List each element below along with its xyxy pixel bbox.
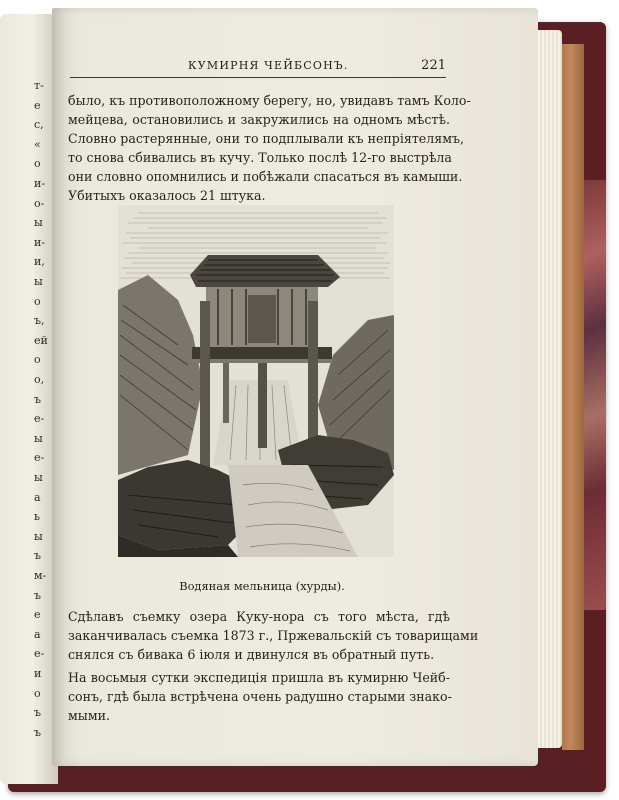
left-page-fragment: ы — [34, 216, 43, 230]
paragraph1-line: было, къ противоположному берегу, но, увидавъ тамъ Коло- — [68, 93, 471, 108]
paragraph3-line: мыми. — [68, 708, 111, 723]
left-page-fragment: ъ — [34, 725, 41, 739]
cover-board-edge — [562, 44, 584, 750]
left-page-fragment: а — [34, 490, 41, 504]
left-page-fragment: и, — [34, 255, 45, 269]
left-page-fragment: е- — [34, 647, 45, 661]
paragraph2-line: Сдѣлавъ съемку озера Куку-нора съ того мѣста, гдѣ — [68, 609, 450, 624]
left-page-fragment: о — [34, 294, 41, 308]
paragraph3-line: сонъ, гдѣ была встрѣчена очень радушно старыми знако- — [68, 689, 452, 704]
left-page-fragment: и- — [34, 177, 46, 190]
left-page-fragment: м- — [34, 569, 47, 582]
paragraph2-line: снялся съ бивака 6 іюля и двинулся въ обратный путь. — [68, 647, 435, 662]
illustration-caption: Водяная мельница (хурды). — [179, 579, 345, 593]
paragraph1-line: Словно растерянные, они то подплывали къ непріятелямъ, — [68, 131, 465, 146]
left-page-fragment: е- — [34, 412, 45, 426]
left-page-fragment: ъ — [34, 549, 41, 563]
left-page-fragment: ей — [34, 333, 48, 347]
paragraph1-line: они словно опомнились и побѣжали спасаться въ камыши. — [68, 169, 463, 184]
paragraph1-line: Убитыхъ оказалось 21 штука. — [68, 188, 266, 203]
page-fore-edge — [534, 30, 562, 748]
page-number: 221 — [421, 58, 446, 73]
left-page — [0, 14, 58, 784]
paragraph3-line: На восьмыя сутки экспедиція пришла въ кумирню Чейб- — [68, 670, 450, 685]
left-page-fragment: е- — [34, 451, 45, 465]
left-page-fragment: о — [34, 686, 41, 700]
paragraph1-line: то снова сбивались въ кучу. Только послѣ 12-го выстрѣла — [68, 150, 452, 165]
left-page-fragment: е — [34, 608, 41, 622]
left-page-fragment: с, — [34, 118, 44, 132]
paragraph1-line: мейцева, остановились и закружились на одномъ мѣстѣ. — [68, 112, 450, 127]
left-page-fragment: о- — [34, 196, 45, 210]
left-page-fragment: ъ — [34, 588, 41, 602]
running-head-title: КУМИРНЯ ЧЕЙБСОНЪ. — [188, 59, 349, 72]
left-page-fragment: а — [34, 627, 41, 641]
running-head — [70, 55, 446, 78]
left-page-fragment: ъ — [34, 706, 41, 720]
left-page-fragment: и- — [34, 235, 46, 249]
left-page-fragment: ы — [34, 529, 43, 543]
left-page-fragment: о, — [34, 373, 45, 386]
left-page-fragment: т- — [34, 79, 44, 92]
left-page-fragment: о — [34, 353, 41, 367]
left-page-fragment: ь — [34, 510, 40, 524]
water-mill-engraving — [118, 205, 394, 557]
left-page-fragment: и — [34, 667, 42, 680]
left-page-fragment: ъ, — [34, 314, 45, 328]
left-page-fragment: ы — [34, 471, 43, 484]
left-page-fragment: о — [34, 157, 41, 171]
paragraph2-line: заканчивалась съемка 1873 г., Пржевальскій съ товарищами — [68, 628, 479, 643]
left-page-fragment: « — [34, 137, 41, 151]
left-page-fragment: ы — [34, 275, 43, 288]
left-page-fragment: е — [34, 98, 41, 112]
left-page-fragment: ъ — [34, 392, 41, 406]
left-page-fragment: ы — [34, 431, 43, 445]
